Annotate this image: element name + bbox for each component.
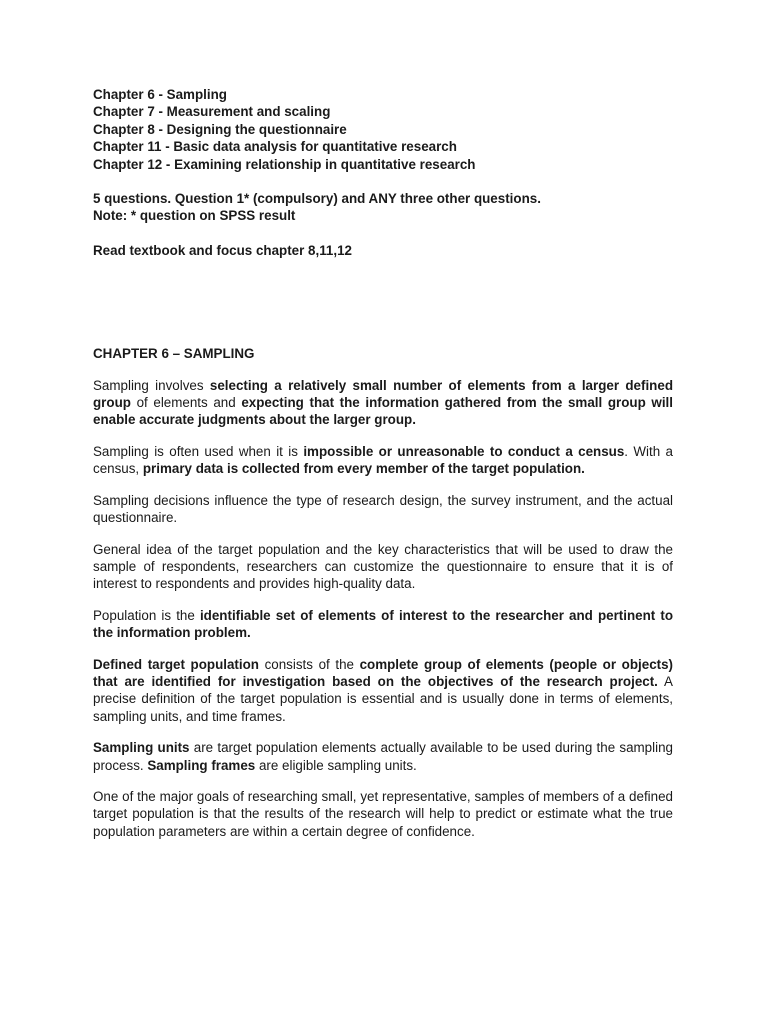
bold-text: Defined target population <box>93 656 259 672</box>
text-run: . With a census, <box>93 443 673 477</box>
text-run: General idea of the target population and the key characteristics that will be used to draw the sample of respondents, researchers can customize the questionnaire to ensure that it is of interest to respondents and provides high-quality data. <box>93 541 673 592</box>
chapter-item: Chapter 6 - Sampling <box>93 87 227 102</box>
section-title: CHAPTER 6 – SAMPLING <box>93 346 255 362</box>
reading-note-text: Read textbook and focus chapter 8,11,12 <box>93 242 352 258</box>
body-paragraph <box>93 492 673 527</box>
text-run: are eligible sampling units. <box>255 757 417 773</box>
section-body <box>93 377 673 841</box>
chapter-list <box>93 86 673 173</box>
bold-text: Sampling frames <box>147 757 256 773</box>
exam-note-line: Note: * question on SPSS result <box>93 208 296 224</box>
exam-questions-line: 5 questions. Question 1* (compulsory) and ANY three other questions. <box>93 191 541 207</box>
body-paragraph <box>93 607 673 642</box>
reading-note <box>93 242 673 259</box>
bold-text: primary data is collected from every member of the target population. <box>142 461 585 477</box>
bold-text: Sampling units <box>93 740 190 756</box>
exam-info <box>93 190 673 225</box>
bold-text: complete group of elements (people or objects) that are identified for investigation based on the objectives of the research project. <box>93 656 674 689</box>
text-run: are target population elements actually available to be used during the sampling process. <box>93 740 673 773</box>
bold-text: identifiable set of elements of interest to the researcher and pertinent to the information problem. <box>93 607 674 641</box>
document-page <box>93 86 673 840</box>
body-paragraph <box>93 377 673 429</box>
text-run: A precise definition of the target population is essential and is usually done in terms of elements, sampling units, and time frames. <box>93 673 673 724</box>
body-paragraph <box>93 788 673 840</box>
text-run: Sampling is often used when it is <box>93 443 304 459</box>
bold-text: selecting a relatively small number of elements from a larger defined group <box>93 377 673 411</box>
body-paragraph <box>93 656 673 726</box>
bold-text: impossible or unreasonable to conduct a census <box>303 443 625 459</box>
text-run: consists of the <box>258 656 360 672</box>
chapter-item: Chapter 8 - Designing the questionnaire <box>93 121 347 137</box>
body-paragraph <box>93 739 673 774</box>
body-paragraph <box>93 541 673 593</box>
bold-text: expecting that the information gathered from the small group will enable accurate judgments about the larger group. <box>93 395 674 428</box>
chapter-item: Chapter 7 - Measurement and scaling <box>93 104 331 120</box>
text-run: Population is the <box>93 607 200 623</box>
text-run: Sampling involves <box>93 377 210 393</box>
text-run: One of the major goals of researching small, yet representative, samples of members of a defined target population is that the results of the research will help to predict or estimate what the true population parameters are within a certain degree of confidence. <box>93 788 673 839</box>
text-run: of elements and <box>130 395 242 411</box>
body-paragraph <box>93 443 673 478</box>
text-run: Sampling decisions influence the type of research design, the survey instrument, and the actual questionnaire. <box>93 492 673 526</box>
chapter-item: Chapter 12 - Examining relationship in quantitative research <box>93 156 476 172</box>
chapter-item: Chapter 11 - Basic data analysis for quantitative research <box>93 139 457 155</box>
